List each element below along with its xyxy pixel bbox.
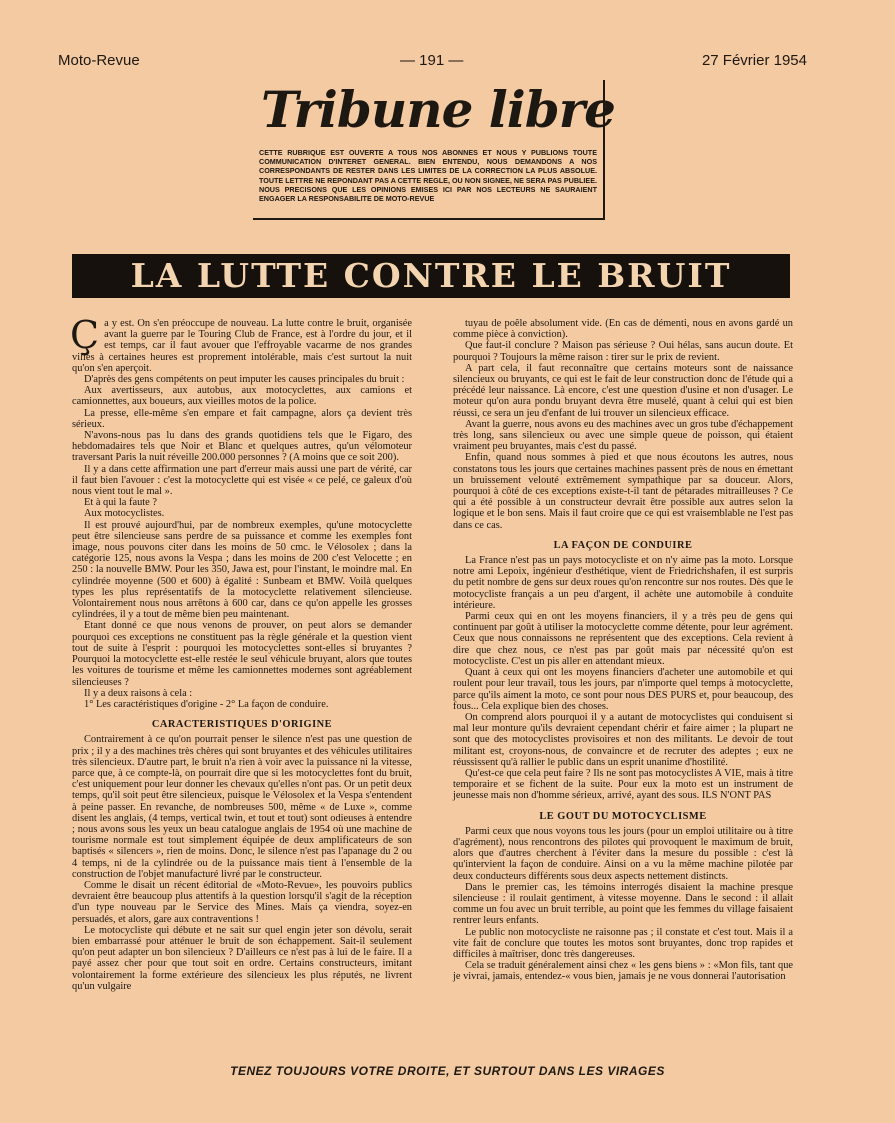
- page-number: — 191 —: [400, 52, 464, 69]
- paragraph: Avant la guerre, nous avons eu des machines avec un gros tube d'échappement très long, sans silencieux ou avec une simple queue de poisson, qui étaient vraiment peu bruyantes, mais c'est du passé.: [453, 418, 793, 453]
- paragraph: Parmi ceux qui en ont les moyens financiers, il y a très peu de gens qui continuent par goût à utiliser la motocyclette comme détente, pour leur agrément. Ceux que nous connaissons ne représentent que des exceptions. Cela revient à dire que chez nous, ce n'est pas par goût mais par nécessité qu'on est motocycliste. C'est un pis aller en attendant mieux.: [453, 611, 793, 667]
- paragraph: Le motocycliste qui débute et ne sait sur quel engin jeter son dévolu, serait bien embarrassé pour atténuer le bruit de son échappement. Sait-il seulement qu'on peut adapter un bon silencieux ? D'ailleurs ce n'est pas à lui de le faire. Il a payé assez cher pour que tout soit en ordre. Certains constructeurs, imitant volontairement la forme extérieure des silencieux les plus réputés, ne livrent qu'un vulgaire: [72, 924, 412, 992]
- magazine-name: Moto-Revue: [58, 52, 140, 69]
- article-title-banner: [72, 254, 790, 298]
- issue-date: 27 Février 1954: [701, 52, 807, 69]
- drop-cap: Ç: [70, 313, 100, 357]
- tribune-title: Tribune libre: [261, 80, 615, 139]
- section-heading: LA FAÇON DE CONDUIRE: [553, 539, 693, 551]
- paragraph: D'après des gens compétents on peut imputer les causes principales du bruit :: [84, 374, 405, 386]
- section-heading: LE GOUT DU MOTOCYCLISME: [539, 810, 707, 822]
- paragraph: Cela se traduit généralement ainsi chez « les gens biens » : «Mon fils, tant que je vivrai, jamais, entendez-« vous bien, jamais je ne vous donnerai l'autorisation: [453, 960, 793, 983]
- footer-slogan: TENEZ TOUJOURS VOTRE DROITE, ET SURTOUT DANS LES VIRAGES: [230, 1064, 665, 1078]
- paragraph: Etant donné ce que nous venons de prouver, on peut alors se demander pourquoi ces exceptions ne constituent pas la règle générale et la question vient tout de suite à l'esprit : pourquoi les motocyclettes sont-elles si bruyantes ? Pourquoi la motocyclette est-elle restée le seul véhicule bruyant, alors que toutes les voitures de tourisme et même les camionnettes modernes sont agréablement silencieuses ?: [72, 620, 412, 688]
- paragraph: Comme le disait un récent éditorial de «Moto-Revue», les pouvoirs publics devraient être beaucoup plus attentifs à la question lorsqu'il s'agit de la réception d'un type nouveau par le Service des Mines. Mais ça viendra, soyez-en persuadés, et alors, gare aux contraventions !: [72, 879, 412, 925]
- left-column: [70, 313, 412, 992]
- paragraph: La France n'est pas un pays motocycliste et on n'y aime pas la moto. Lorsque notre ami Lepoix, ingénieur d'esthétique, vient de Friedrichshafen, il est surpris du petit nombre de gens sur deux roues qu'on rencontre sur nos routes. Dès que le motocycliste français a un peu d'argent, il achète une automobile à conduite intérieure.: [453, 555, 793, 611]
- paragraph: Contrairement à ce qu'on pourrait penser le silence n'est pas une question de prix ; il y a des machines très chères qui sont bruyantes et des véhicules utilitaires très silencieux. D'autre part, le bruit n'a rien à voir avec la puissance ni la vitesse, parce que, à ce compte-là, on pourrait dire que si les motocyclettes font du bruit, c'est uniquement pour leur donner les chevaux qu'elles n'ont pas. Or un petit deux temps, qu'il soit peut être silencieux, puisque le Vélosolex et la Vespa s'entendent à peine passer. En revanche, de nombreuses 500, même « de Luxe », comme disent les anglais, (4 temps, vertical twin, et tout et tout) sont odieuses à entendre ; nous avons sous les yeux un beau catalogue anglais de 1954 où une machine de tourisme normale est tout simplement équipée de deux amplificateurs de son baptisés « silencers », rien de moins. Donc, le silence n'est pas l'apanage du 2 ou 4 temps, ni de la cylindrée ou de la puissance mais tient à l'ensemble de la construction de l'objet manufacturé livré par le constructeur.: [72, 734, 412, 880]
- paragraph: Et à qui la faute ?: [84, 497, 157, 509]
- paragraph: La presse, elle-même s'en empare et fait campagne, alors ça devient très sérieux.: [72, 407, 412, 430]
- paragraph: Quant à ceux qui ont les moyens financiers d'acheter une automobile et qui roulent pour leur travail, tous les jours, par n'importe quel temps à motocyclette, parce qu'ils aiment la moto, ce sont pour nous DES PURS et, pour beaucoup, des fous... Cela explique bien des choses.: [453, 667, 793, 712]
- section-heading: CARACTERISTIQUES D'ORIGINE: [151, 719, 333, 731]
- paragraph: tuyau de poêle absolument vide. (En cas de démenti, nous en avons gardé un comme pièce à conviction).: [453, 318, 793, 341]
- paragraph: Que faut-il conclure ? Maison pas sérieuse ? Oui hélas, sans aucun doute. Et pourquoi ? Toujours la même raison : tirer sur le prix de revient.: [453, 340, 793, 363]
- tribune-notice: CETTE RUBRIQUE EST OUVERTE A TOUS NOS ABONNES ET NOUS Y PUBLIONS TOUTE COMMUNICATION D'INTERET GENERAL. BIEN ENTENDU, NOUS DEMANDONS A NOS CORRESPONDANTS DE RESTER DANS LES LIMITES DE LA CORRECTION LA PLUS ABSOLUE. TOUTE LETTRE NE REPONDANT PAS A CETTE REGLE, OU NON SIGNEE, NE SERA PAS PUBLIEE. NOUS PRECISONS QUE LES OPINIONS EMISES ICI PAR NOS LECTEURS NE SAURAIENT ENGAGER LA RESPONSABILITE DE MOTO-REVUE: [259, 148, 597, 204]
- right-column: [453, 318, 793, 983]
- paragraph: Il est prouvé aujourd'hui, par de nombreux exemples, qu'une motocyclette peut être silencieuse sans perdre de sa puissance et comme les exemples font image, nous pouvons citer dans les moins de 50 cmc. le Vélosolex ; dans la catégorie 125, nous avons la Vespa ; dans les moins de 200 c'est Velocette ; en 250 : la nouvelle BMW. Pour les 350, Jawa est, pour l'instant, le moindre mal. En cylindrée moyenne (500 et 600) à égalité : Sunbeam et BMW. Voilà quelques types les plus représentatifs de la motocyclette relativement silencieuse. Volontairement nous nous arrêtons à 600 car, dans ce qu'on appelle les grosses cylindrées, il y a tout de même bien peu maintenant.: [72, 519, 412, 621]
- paragraph: N'avons-nous pas lu dans des grands quotidiens tels que le Figaro, des hebdomadaires tels que Noir et Blanc et quelques autres, qu'un vélomoteur traversant Paris la nuit réveille 200.000 personnes ? (A moins que ce soit 200).: [72, 430, 412, 464]
- paragraph: Aux avertisseurs, aux autobus, aux motocyclettes, aux camions et camionnettes, aux boueurs, aux vieilles motos de la police.: [72, 385, 412, 408]
- paragraph: Qu'est-ce que cela peut faire ? Ils ne sont pas motocyclistes A VIE, mais à titre temporaire et se fichent de la suite. Pour eux la moto est un instrument de jeunesse mais non d'homme sérieux, arrivé, ayant des sous. ILS N'ONT PAS: [453, 767, 793, 802]
- paragraph: A part cela, il faut reconnaître que certains moteurs sont de naissance silencieux ou bruyants, ce qui est le fait de leur construction donc de l'étude qui a précédé leur naissance. Là encore, c'est une question d'usine et non d'usager. Le moteur qu'on aura pondu bruyant devra être muselé, quant à celui qui est bien réussi, ce sera un jeu d'enfant de lui trouver un silencieux efficace.: [453, 362, 793, 419]
- paragraph: Le public non motocycliste ne raisonne pas ; il constate et c'est tout. Mais il a vite fait de conclure que toutes les motos sont bruyantes, donc trop rapides et difficiles à maîtriser, donc très dangereuses.: [453, 926, 793, 960]
- paragraph: Il y a deux raisons à cela :: [84, 687, 193, 699]
- paragraph: Dans le premier cas, les témoins interrogés disaient la machine presque silencieuse : il roulait gentiment, à vitesse moyenne. Dans le second : il allait comme un fou avec un bruit terrible, au point que les femmes du village faisaient rentrer leurs enfants.: [453, 881, 793, 927]
- paragraph: Aux motocyclistes.: [84, 508, 165, 520]
- paragraph: Il y a dans cette affirmation une part d'erreur mais aussi une part de vérité, car il faut bien l'avouer : c'est la motocyclette qui est visée « ce pelé, ce galeux d'où nous vient tout le mal ».: [72, 463, 412, 498]
- paragraph: a y est. On s'en préoccupe de nouveau. La lutte contre le bruit, organisée avant la guerre par le Touring Club de France, est à l'ordre du jour, et il est temps, car il faut avouer que l'effroyable vacarme de nos grandes villes à certaines heures est proprement intolérable, mais c'est surtout la nuit qu'on s'en aperçoit.: [72, 318, 412, 374]
- tribune-libre-box: [253, 80, 615, 220]
- paragraph: 1° Les caractéristiques d'origine - 2° La façon de conduire.: [84, 698, 329, 710]
- paragraph: Enfin, quand nous sommes à pied et que nous écoutons les autres, nous constatons tous les jours que certaines machines passent près de nous en émettant un bruissement velouté extrêmement sympathique par sa douceur. Alors, pourquoi à côté de ces exceptions existe-t-il tant de pétarades mitrailleuses ? Ce qui a été possible à un constructeur devrait être possible aux autres selon la logique et le bon sens. Mais il faut croire que ce qui est vraisemblable ne l'est pas dans ce cas.: [453, 452, 793, 531]
- paragraph: On comprend alors pourquoi il y a autant de motocyclistes qui conduisent si mal leur monture qu'ils devraient cependant chérir et faire aimer ; la plupart ne sont que des motocyclistes provisoires et non des militants. Le devoir de tout militant est, croyons-nous, de convaincre et de recruter des adeptes ; eux ne réussissent qu'à rallier le public dans un esprit unanime d'hostilité.: [453, 711, 793, 768]
- paragraph: Parmi ceux que nous voyons tous les jours (pour un emploi utilitaire ou à titre d'agrément), nous rencontrons des pilotes qui provoquent le maximum de bruit, alors que d'autres cherchent à l'éviter dans la mesure du possible : c'est là qu'intervient la façon de conduire. Ainsi on a vu la même machine pilotée par deux conducteurs différents sous deux aspects nettement distincts.: [453, 825, 793, 882]
- article-title: LA LUTTE CONTRE LE BRUIT: [130, 256, 732, 295]
